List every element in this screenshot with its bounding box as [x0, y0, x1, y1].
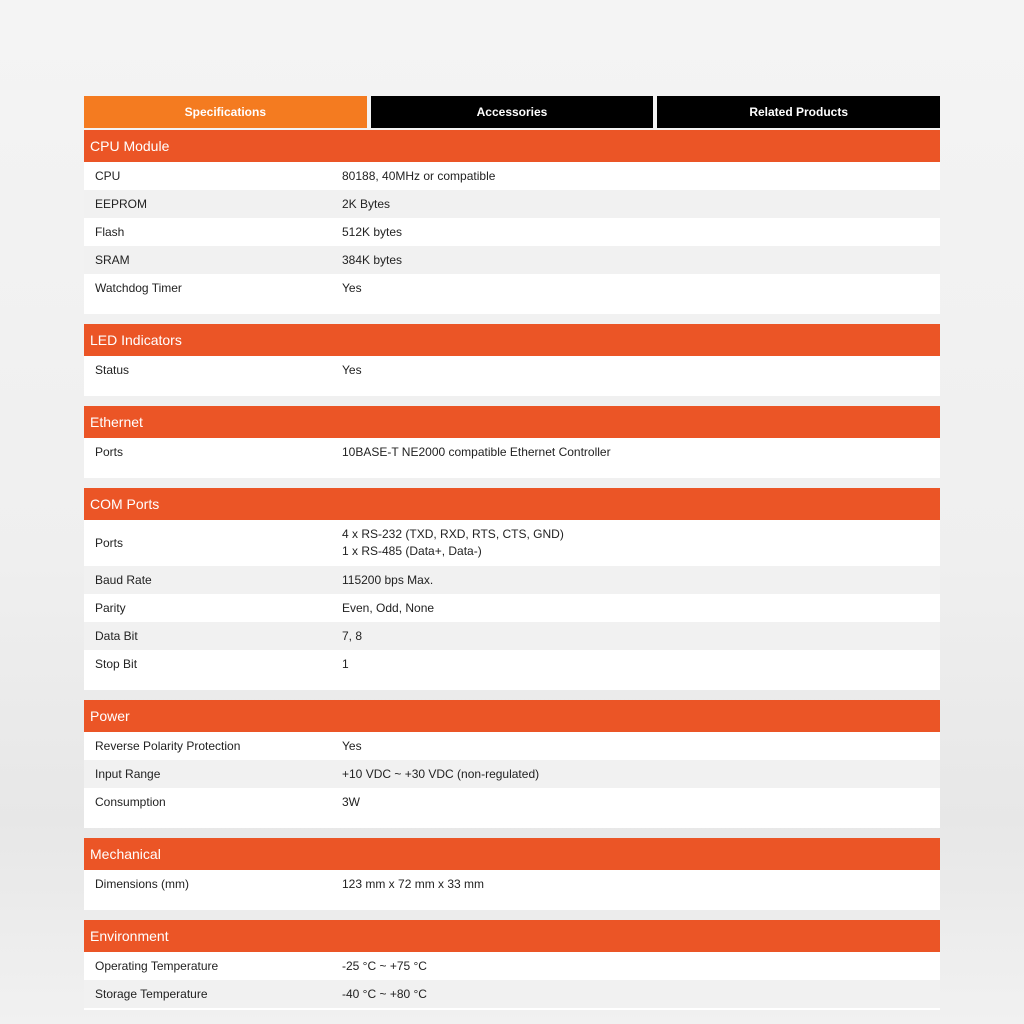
spec-value: 384K bytes [342, 252, 403, 267]
spec-key: Operating Temperature [95, 959, 219, 973]
spec-row [84, 732, 940, 760]
spec-row [84, 274, 940, 302]
section-com-ports [84, 488, 940, 690]
spec-value: 1 [342, 656, 349, 671]
spec-key: SRAM [95, 253, 130, 267]
spec-value: 10BASE-T NE2000 compatible Ethernet Controller [342, 444, 611, 459]
spec-value: 80188, 40MHz or compatible [342, 168, 496, 183]
section-header: CPU Module [84, 130, 940, 162]
spec-value: 115200 bps Max. [342, 572, 434, 587]
spec-value: 3W [342, 794, 360, 809]
spec-value: -40 °C ~ +80 °C [342, 986, 427, 1001]
spec-panel [84, 96, 940, 1020]
spec-row [84, 980, 940, 1008]
spec-rows [84, 162, 940, 314]
spec-key: Parity [95, 601, 126, 615]
spec-value: 2K Bytes [342, 196, 391, 211]
spec-row [84, 952, 940, 980]
spec-row [84, 190, 940, 218]
spec-key: Stop Bit [95, 657, 138, 671]
section-mechanical [84, 838, 940, 910]
spec-rows [84, 356, 940, 396]
spec-value: 123 mm x 72 mm x 33 mm [342, 876, 485, 891]
section-environment [84, 920, 940, 1010]
section-power [84, 700, 940, 828]
spec-row [84, 622, 940, 650]
spec-key: Storage Temperature [95, 987, 208, 1001]
section-header: Power [84, 700, 940, 732]
spec-key: Flash [95, 225, 125, 239]
spec-row [84, 594, 940, 622]
spec-row [84, 356, 940, 384]
spec-key: Watchdog Timer [95, 281, 182, 295]
spec-rows [84, 732, 940, 828]
section-header: LED Indicators [84, 324, 940, 356]
spec-rows [84, 520, 940, 690]
spec-key: Reverse Polarity Protection [95, 739, 241, 753]
spec-key: Ports [95, 536, 124, 550]
spec-key: Ports [95, 445, 124, 459]
spec-value: 512K bytes [342, 224, 403, 239]
spec-key: Data Bit [95, 629, 138, 643]
spec-key: Baud Rate [95, 573, 152, 587]
tab-specifications[interactable]: Specifications [84, 96, 367, 128]
spec-value-line: 1 x RS-485 (Data+, Data-) [342, 544, 482, 558]
spec-row [84, 218, 940, 246]
tab-related-products[interactable]: Related Products [657, 96, 940, 128]
spec-row [84, 760, 940, 788]
section-header: Mechanical [84, 838, 940, 870]
spec-rows [84, 438, 940, 478]
spec-row [84, 566, 940, 594]
spec-value: Yes [342, 362, 362, 377]
spec-row [84, 520, 940, 566]
spec-row [84, 438, 940, 466]
spec-value: +10 VDC ~ +30 VDC (non-regulated) [342, 766, 540, 781]
section-cpu-module [84, 130, 940, 314]
tab-bar [84, 96, 940, 128]
tab-accessories[interactable]: Accessories [371, 96, 654, 128]
spec-value-line: 4 x RS-232 (TXD, RXD, RTS, CTS, GND) [342, 527, 564, 541]
section-led-indicators [84, 324, 940, 396]
spec-row [84, 246, 940, 274]
spec-value: Yes [342, 738, 362, 753]
spec-value: -25 °C ~ +75 °C [342, 958, 427, 973]
spec-rows [84, 952, 940, 1010]
spec-value [342, 526, 940, 560]
spec-row [84, 650, 940, 678]
section-ethernet [84, 406, 940, 478]
spec-key: Status [95, 363, 130, 377]
section-header: Ethernet [84, 406, 940, 438]
spec-key: Dimensions (mm) [95, 877, 190, 891]
spec-key: CPU [95, 169, 121, 183]
section-header: COM Ports [84, 488, 940, 520]
spec-key: Input Range [95, 767, 161, 781]
spec-row [84, 870, 940, 898]
section-header: Environment [84, 920, 940, 952]
spec-value: Yes [342, 280, 362, 295]
spec-key: EEPROM [95, 197, 148, 211]
spec-rows [84, 870, 940, 910]
spec-row [84, 788, 940, 816]
spec-value: Even, Odd, None [342, 600, 435, 615]
spec-value: 7, 8 [342, 628, 363, 643]
spec-key: Consumption [95, 795, 166, 809]
spec-row [84, 162, 940, 190]
